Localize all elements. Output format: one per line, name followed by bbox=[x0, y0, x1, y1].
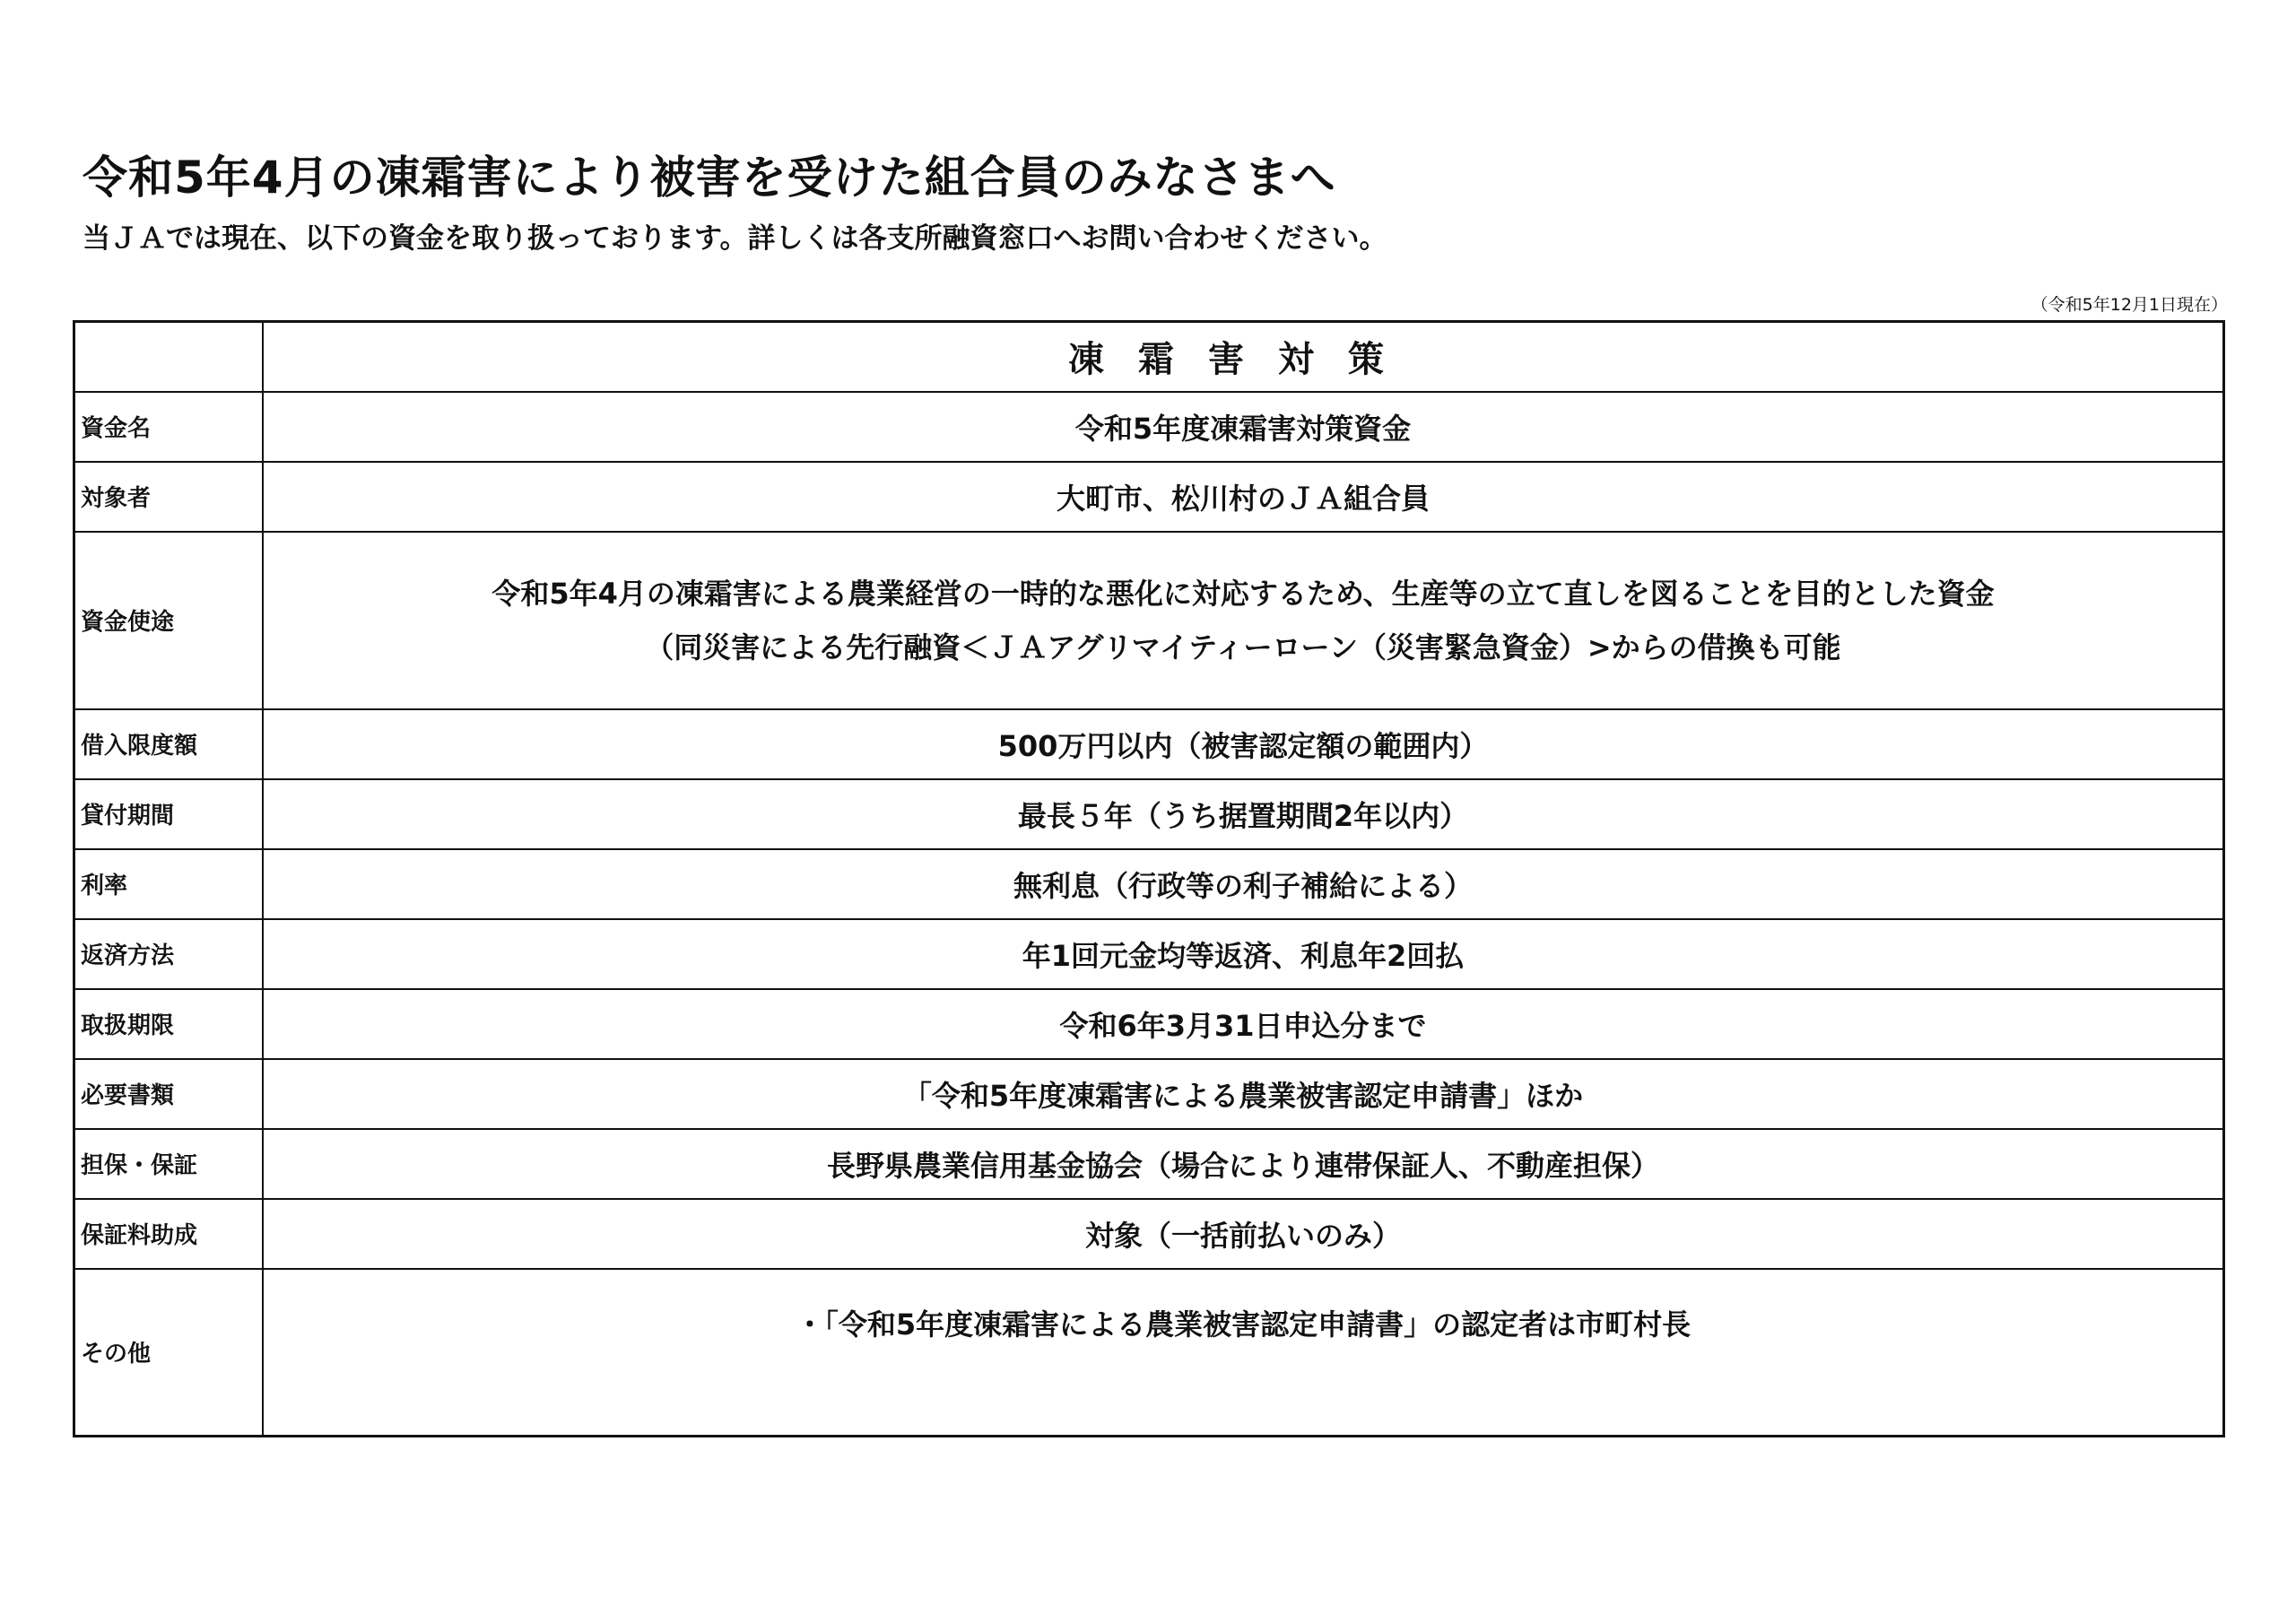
table-header-row bbox=[74, 322, 2224, 392]
table-row bbox=[74, 1269, 2224, 1437]
row-value: 令和5年度凍霜害対策資金 bbox=[263, 392, 2224, 462]
table-row bbox=[74, 462, 2224, 532]
table-row bbox=[74, 1129, 2224, 1199]
row-label: 利率 bbox=[74, 849, 264, 919]
page-title: 令和5年4月の凍霜害により被害を受けた組合員のみなさまへ bbox=[83, 152, 1336, 204]
table-header: 凍霜害対策 bbox=[263, 322, 2224, 392]
table-row bbox=[74, 1199, 2224, 1269]
other-wrap bbox=[264, 1270, 2222, 1435]
row-value bbox=[263, 1269, 2224, 1437]
other-note: ・「令和5年度凍霜害による農業被害認定申請書」の認定者は市町村長 bbox=[795, 1307, 1692, 1342]
header-empty-cell bbox=[74, 322, 264, 392]
row-label: その他 bbox=[74, 1269, 264, 1437]
as-of-date: （令和5年12月1日現在） bbox=[2031, 295, 2228, 315]
row-label: 担保・保証 bbox=[74, 1129, 264, 1199]
row-label: 取扱期限 bbox=[74, 989, 264, 1059]
row-label: 資金名 bbox=[74, 392, 264, 462]
usage-line-1: 令和5年4月の凍霜害による農業経営の一時的な悪化に対応するため、生産等の立て直しを図ることを目的とした資金 bbox=[491, 576, 1995, 611]
table-row bbox=[74, 532, 2224, 709]
table-row bbox=[74, 709, 2224, 779]
row-value: 無利息（行政等の利子補給による） bbox=[263, 849, 2224, 919]
row-value: 年1回元金均等返済、利息年2回払 bbox=[263, 919, 2224, 989]
table-row bbox=[74, 849, 2224, 919]
row-label: 対象者 bbox=[74, 462, 264, 532]
row-label: 資金使途 bbox=[74, 532, 264, 709]
table-row bbox=[74, 919, 2224, 989]
usage-line-2: （同災害による先行融資＜ＪＡアグリマイティーローン（災害緊急資金）>からの借換も可能 bbox=[645, 630, 1841, 664]
row-value: 長野県農業信用基金協会（場合により連帯保証人、不動産担保） bbox=[263, 1129, 2224, 1199]
loan-info-table bbox=[73, 320, 2225, 1437]
row-value bbox=[263, 532, 2224, 709]
page-subtitle: 当ＪＡでは現在、以下の資金を取り扱っております。詳しくは各支所融資窓口へお問い合わせください。 bbox=[83, 222, 1387, 255]
row-value: 「令和5年度凍霜害による農業被害認定申請書」ほか bbox=[263, 1059, 2224, 1129]
table-row bbox=[74, 1059, 2224, 1129]
row-value: 大町市、松川村のＪＡ組合員 bbox=[263, 462, 2224, 532]
row-value: 最長５年（うち据置期間2年以内） bbox=[263, 779, 2224, 849]
row-value: 令和6年3月31日申込分まで bbox=[263, 989, 2224, 1059]
row-value: 500万円以内（被害認定額の範囲内） bbox=[263, 709, 2224, 779]
table-row bbox=[74, 392, 2224, 462]
table-row bbox=[74, 779, 2224, 849]
row-label: 保証料助成 bbox=[74, 1199, 264, 1269]
row-label: 貸付期間 bbox=[74, 779, 264, 849]
row-value: 対象（一括前払いのみ） bbox=[263, 1199, 2224, 1269]
row-label: 必要書類 bbox=[74, 1059, 264, 1129]
row-label: 借入限度額 bbox=[74, 709, 264, 779]
row-label: 返済方法 bbox=[74, 919, 264, 989]
table-row bbox=[74, 989, 2224, 1059]
